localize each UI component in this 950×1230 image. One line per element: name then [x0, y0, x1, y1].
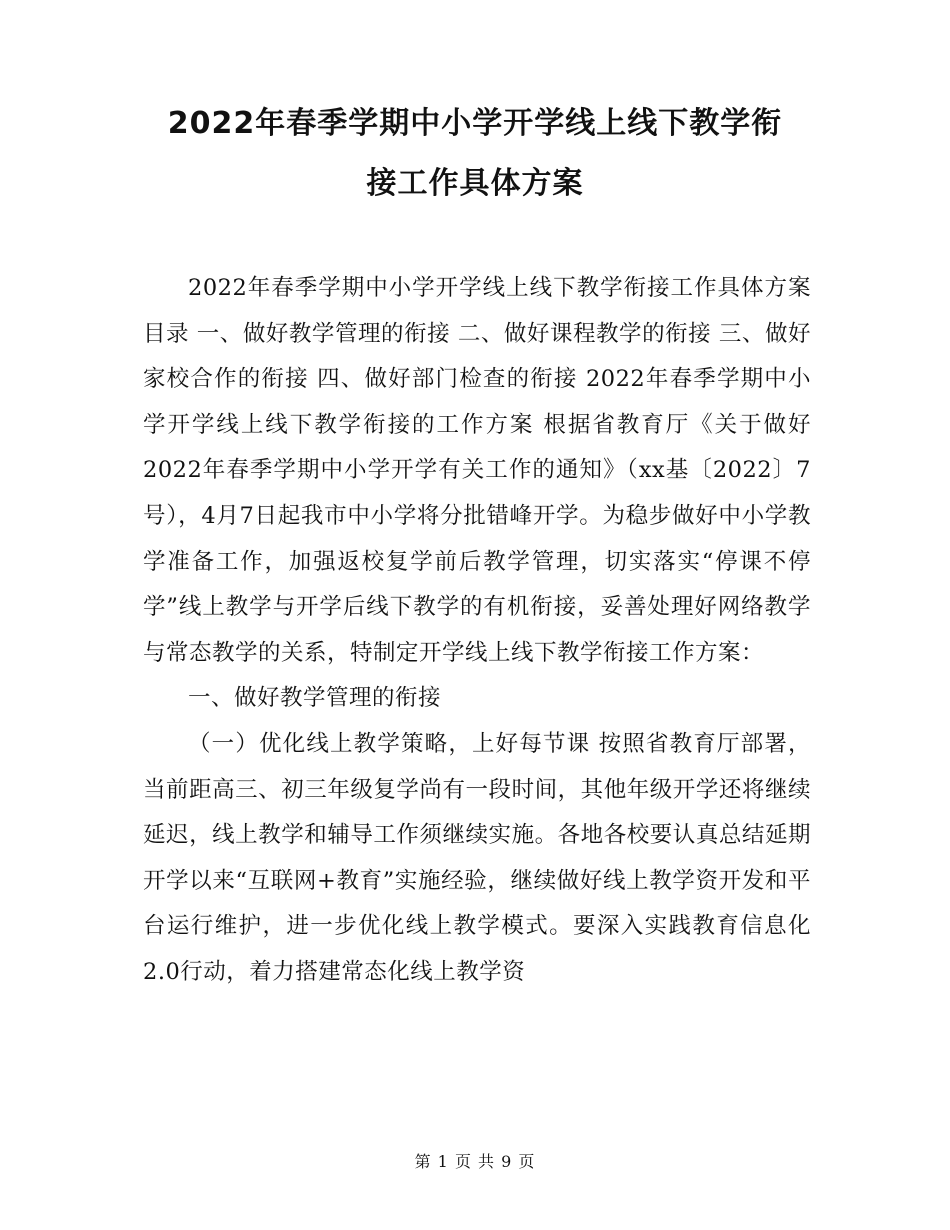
- body-paragraph: 2022年春季学期中小学开学线上线下教学衔接工作具体方案 目录 一、做好教学管理的衔接 二、做好课程教学的衔接 三、做好家校合作的衔接 四、做好部门检查的衔接 2022年春季学期中小学开学线上线下教学衔接的工作方案 根据省教育厅《关于做好2022年春季学期中小学开学有关工作的通知》（xx基〔2022〕7号），4月7日起我市中小学将分批错峰开学。为稳步做好中小学教学准备工作，加强返校复学前后教学管理，切实落实“停课不停学”线上教学与开学后线下教学的有机衔接，妥善处理好网络教学与常态教学的关系，特制定开学线上线下教学衔接工作方案：: [143, 275, 835, 666]
- title-line-2: 接工作具体方案: [366, 166, 584, 201]
- body-paragraph: （一）优化线上教学策略，上好每节课 按照省教育厅部署，当前距高三、初三年级复学尚有一段时间，其他年级开学还将继续延迟，线上教学和辅导工作须继续实施。各地各校要认真总结延期开学以来“互联网+教育”实施经验，继续做好线上教学资开发和平台运行维护，进一步优化线上教学模式。要深入实践教育信息化2.0行动，着力搭建常态化线上教学资: [143, 730, 811, 985]
- page-number-footer: 第 1 页 共 9 页: [414, 1152, 536, 1171]
- section-heading: 一、做好教学管理的衔接: [188, 685, 442, 712]
- title-line-1: 2022年春季学期中小学开学线上线下教学衔: [167, 106, 783, 141]
- document-title: [120, 94, 830, 214]
- document-body: [143, 266, 835, 996]
